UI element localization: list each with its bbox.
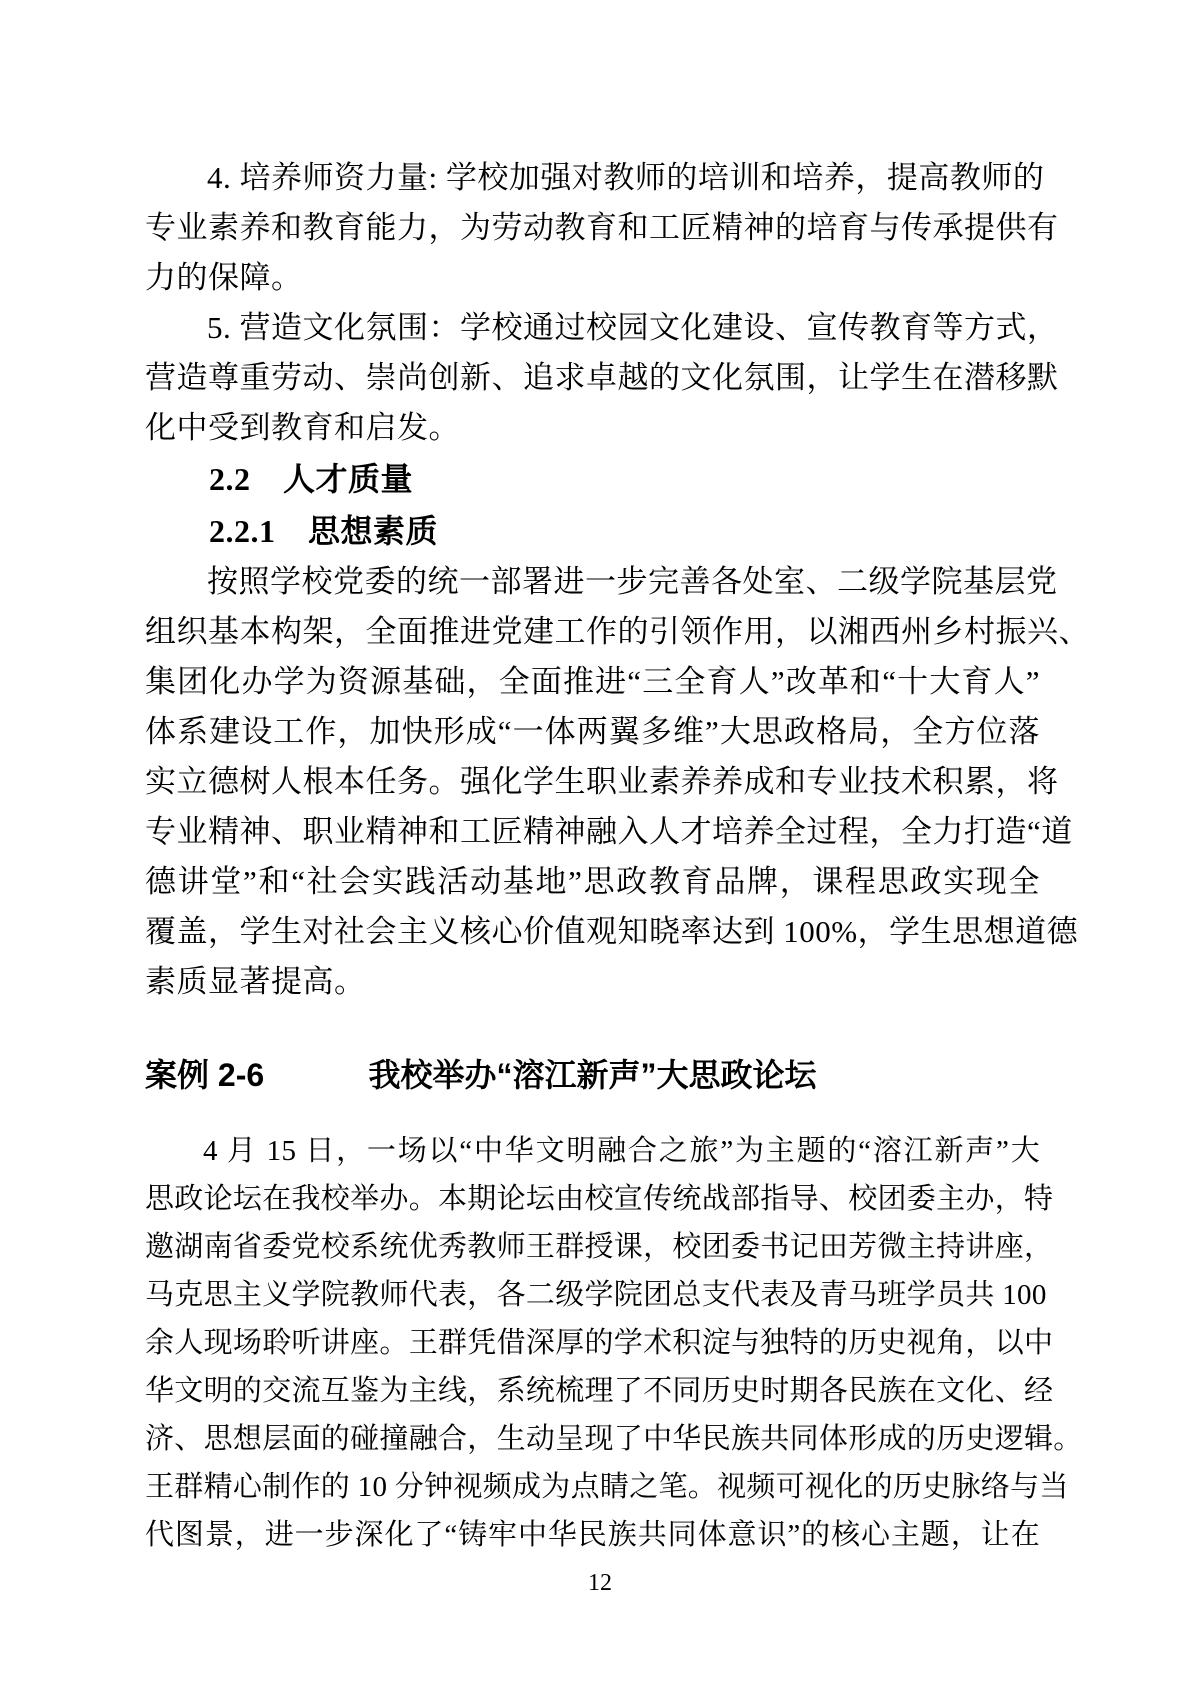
case-study-heading — [145, 1047, 1040, 1103]
paragraph-culture-atmosphere — [145, 303, 1059, 453]
paragraph-line: 5. 营造文化氛围：学校通过校园文化建设、宣传教育等方式， — [207, 310, 1059, 345]
paragraph-line: 华文明的交流互鉴为主线，系统梳理了不同历史时期各民族在文化、经 — [145, 1375, 1054, 1407]
paragraph-line: 余人现场聆听讲座。王群凭借深厚的学术积淀与独特的历史视角，以中 — [145, 1327, 1054, 1359]
paragraph-line: 专业精神、职业精神和工匠精神融入人才培养全过程，全力打造“道 — [145, 814, 1073, 849]
paragraph-ideological-quality — [145, 557, 1090, 1007]
paragraph-line: 按照学校党委的统一部署进一步完善各处室、二级学院基层党 — [207, 564, 1058, 599]
paragraph-line: 专业素养和教育能力，为劳动教育和工匠精神的培育与传承提供有 — [145, 210, 1059, 245]
paragraph-line: 力的保障。 — [145, 260, 303, 295]
paragraph-line: 思政论坛在我校举办。本期论坛由校宣传统战部指导、校团委主办，特 — [145, 1183, 1054, 1215]
paragraph-line: 体系建设工作，加快形成“一体两翼多维”大思政格局，全方位落 — [145, 714, 1040, 749]
paragraph-line: 济、思想层面的碰撞融合，生动呈现了中华民族共同体形成的历史逻辑。 — [145, 1423, 1083, 1455]
case-study-label: 案例 2-6 — [145, 1057, 265, 1093]
paragraph-line: 覆盖，学生对社会主义核心价值观知晓率达到 100%，学生思想道德 — [145, 914, 1079, 949]
case-study-title: 我校举办“溶江新声”大思政论坛 — [368, 1057, 817, 1093]
document-content — [145, 153, 1090, 1559]
paragraph-line: 王群精心制作的 10 分钟视频成为点睛之笔。视频可视化的历史脉络与当 — [145, 1471, 1069, 1503]
paragraph-line: 实立德树人根本任务。强化学生职业素养养成和专业技术积累，将 — [145, 764, 1059, 799]
paragraph-line: 4 月 15 日，一场以“中华文明融合之旅”为主题的“溶江新声”大 — [203, 1135, 1040, 1167]
paragraph-line: 化中受到教育和启发。 — [145, 410, 460, 445]
section-heading-2-2-1: 2.2.1 思想素质 — [209, 513, 439, 549]
paragraph-line: 素质显著提高。 — [145, 964, 366, 999]
paragraph-line: 邀湖南省委党校系统优秀教师王群授课，校团委书记田芳微主持讲座， — [145, 1231, 1054, 1263]
paragraph-cultivate-teachers — [145, 153, 1059, 303]
section-heading-2-2: 2.2 人才质量 — [209, 461, 414, 497]
page-number: 12 — [588, 1570, 612, 1596]
case-study-paragraph — [145, 1127, 1083, 1559]
paragraph-line: 集团化办学为资源基础，全面推进“三全育人”改革和“十大育人” — [145, 664, 1040, 699]
paragraph-line: 德讲堂”和“社会实践活动基地”思政教育品牌，课程思政实现全 — [145, 864, 1040, 899]
paragraph-line: 组织基本构架，全面推进党建工作的引领作用，以湘西州乡村振兴、 — [145, 614, 1090, 649]
paragraph-line: 代图景，进一步深化了“铸牢中华民族共同体意识”的核心主题，让在 — [145, 1519, 1040, 1551]
paragraph-line: 4. 培养师资力量: 学校加强对教师的培训和培养，提高教师的 — [207, 160, 1045, 195]
paragraph-line: 营造尊重劳动、崇尚创新、追求卓越的文化氛围，让学生在潜移默 — [145, 360, 1059, 395]
paragraph-line: 马克思主义学院教师代表，各二级学院团总支代表及青马班学员共 100 — [145, 1279, 1047, 1311]
